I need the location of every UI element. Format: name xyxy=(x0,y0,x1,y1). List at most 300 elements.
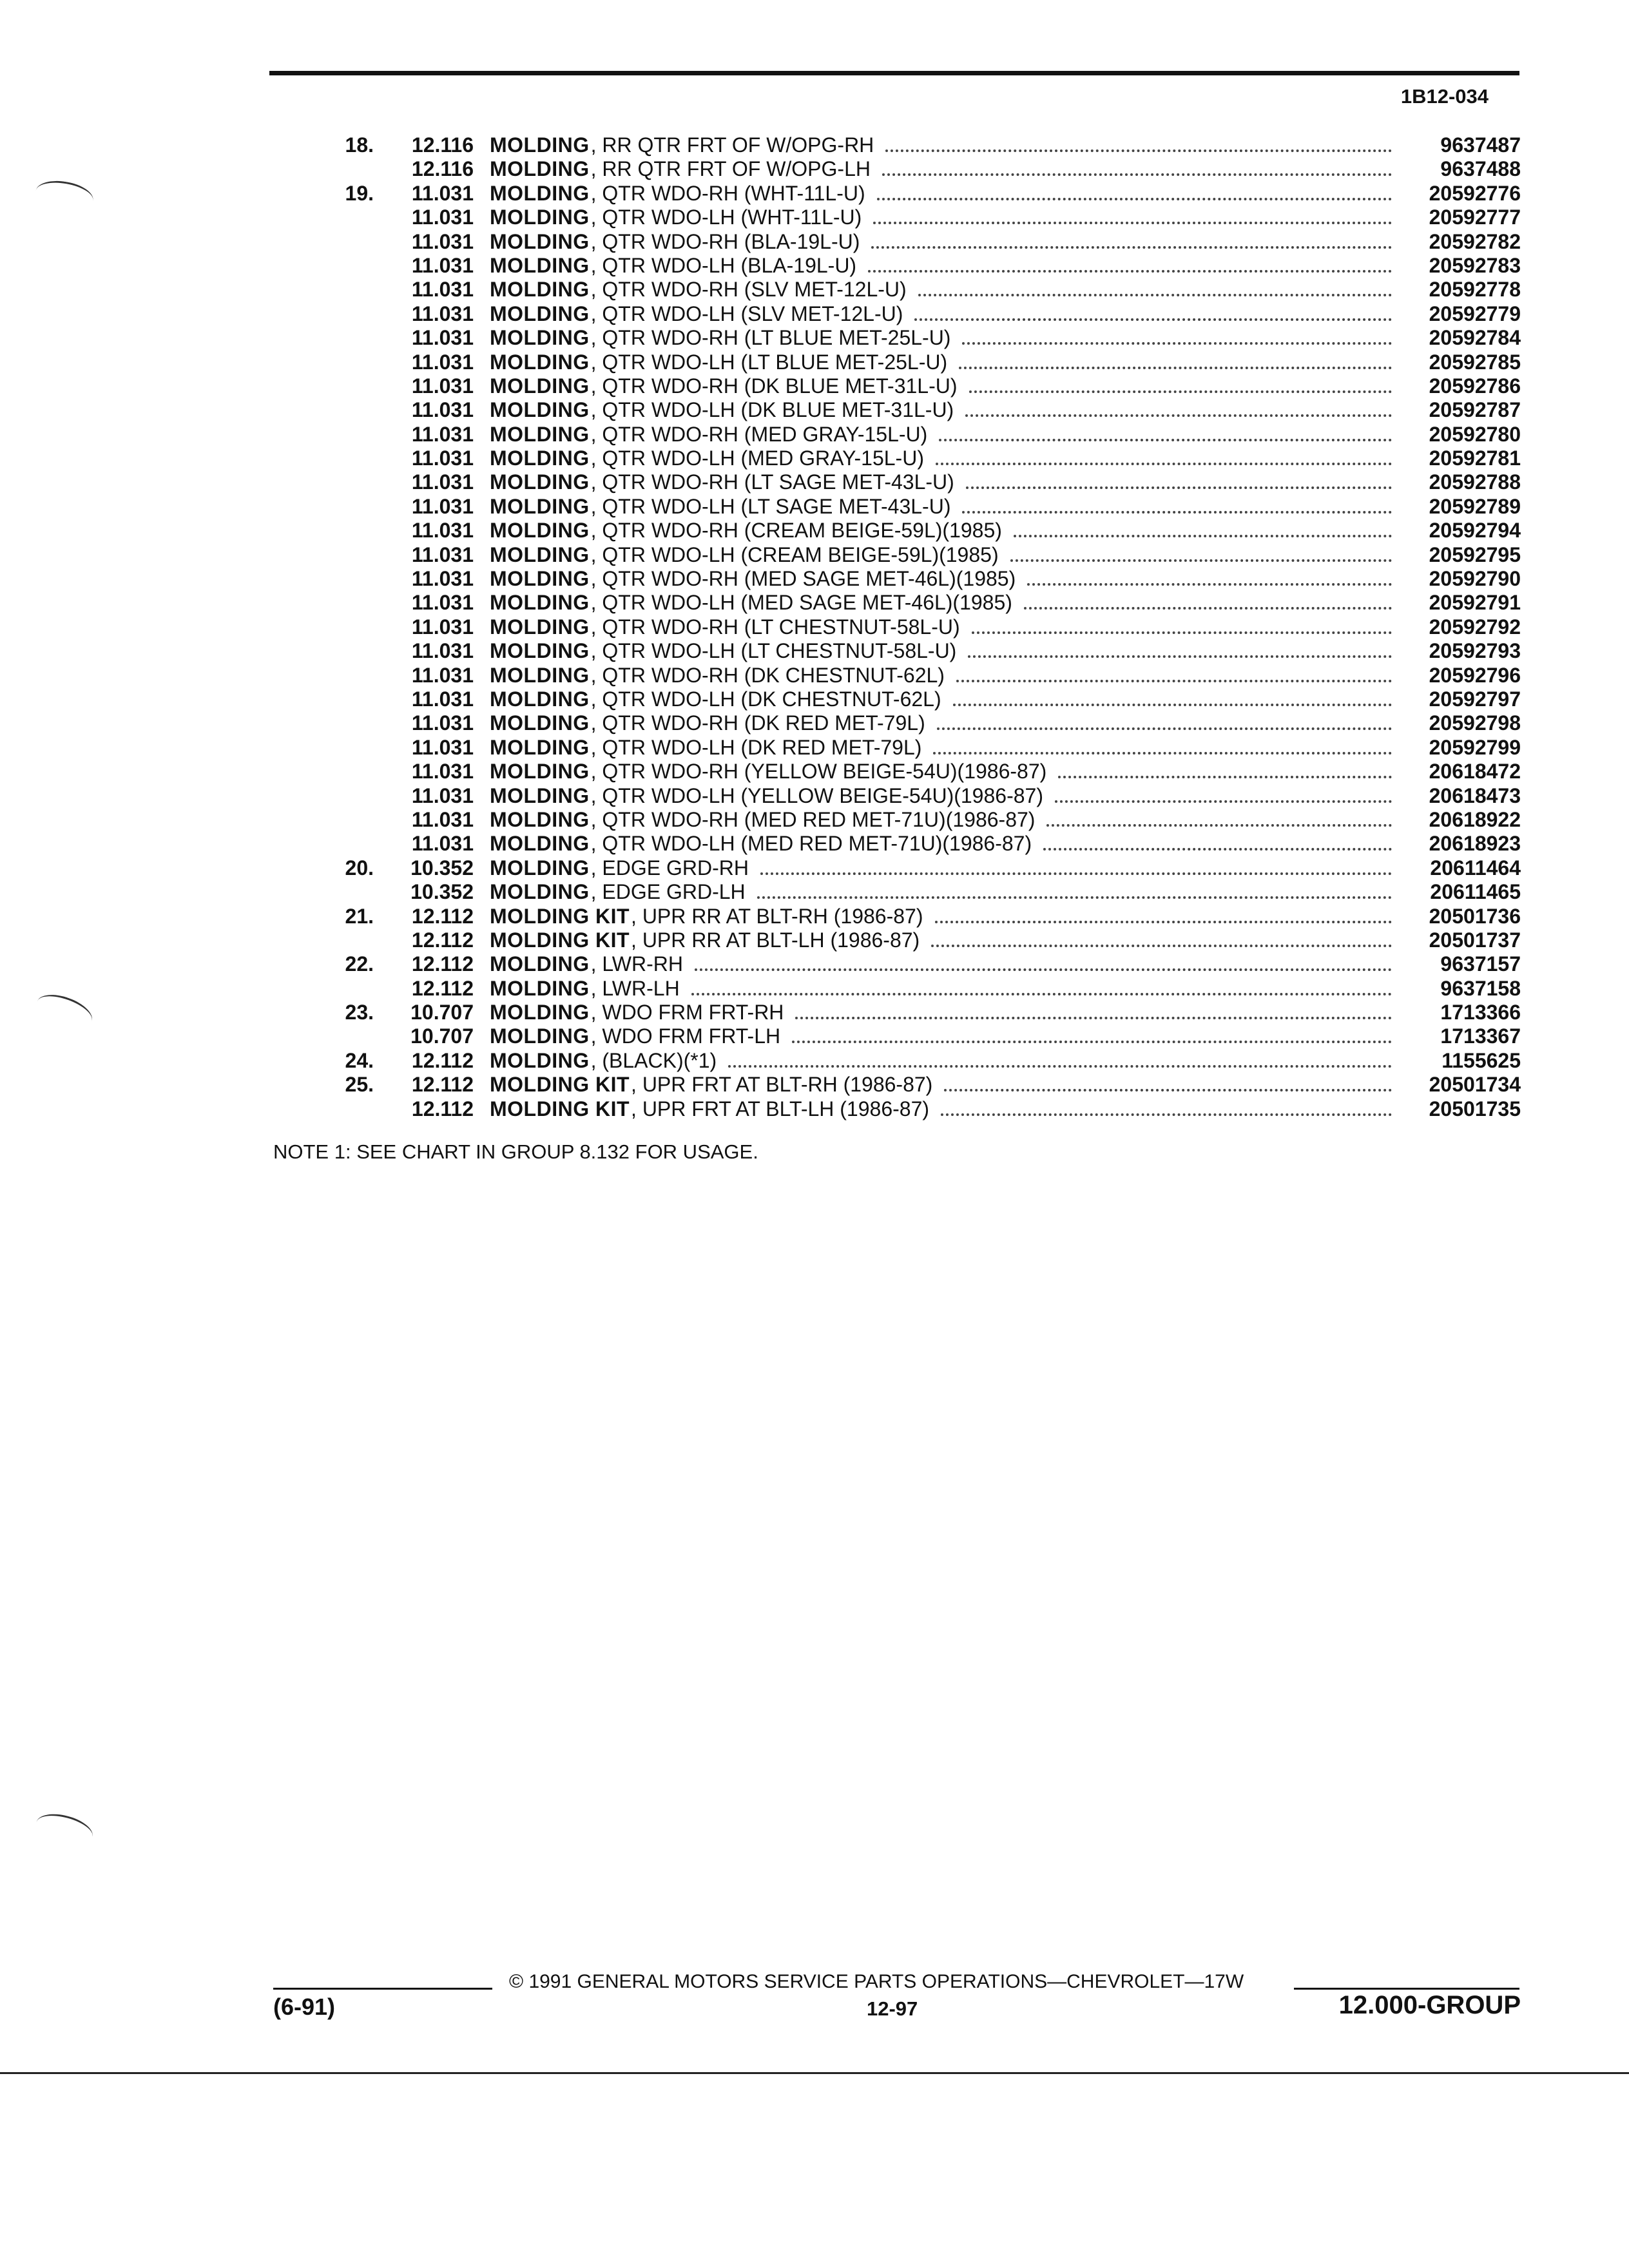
leader-dots xyxy=(1043,847,1392,850)
part-number: 9637488 xyxy=(1440,157,1521,181)
part-number: 20592791 xyxy=(1429,591,1521,615)
group-number: 11.031 xyxy=(411,447,474,470)
group-number: 11.031 xyxy=(411,735,474,759)
part-qualifier: , UPR FRT AT BLT-LH (1986-87) xyxy=(631,1097,930,1120)
part-description xyxy=(490,157,1398,182)
part-description xyxy=(490,1049,1398,1073)
part-description xyxy=(490,591,1398,615)
part-name: MOLDING xyxy=(490,302,590,325)
part-description xyxy=(490,928,1398,953)
part-row xyxy=(309,615,1521,639)
part-row xyxy=(309,519,1521,543)
part-qualifier: , RR QTR FRT OF W/OPG-LH xyxy=(590,157,871,181)
part-qualifier: , QTR WDO-LH (MED RED MET-71U)(1986-87) xyxy=(590,832,1032,856)
part-number: 20592784 xyxy=(1429,326,1521,350)
footer-group: 12.000-GROUP xyxy=(1338,1991,1521,2019)
part-number: 20592782 xyxy=(1429,229,1521,253)
part-description xyxy=(490,952,1398,977)
part-name: MOLDING KIT xyxy=(490,904,630,928)
part-qualifier: , EDGE GRD-RH xyxy=(590,856,749,879)
leader-dots xyxy=(931,944,1392,947)
part-description xyxy=(490,1097,1398,1122)
group-number: 11.031 xyxy=(411,663,474,687)
part-number: 20592793 xyxy=(1429,639,1521,663)
part-row xyxy=(309,664,1521,687)
part-name: MOLDING xyxy=(490,880,590,904)
part-description xyxy=(490,1001,1398,1025)
part-qualifier: , QTR WDO-LH (SLV MET-12L-U) xyxy=(590,302,903,325)
part-description xyxy=(490,133,1398,158)
part-name: MOLDING xyxy=(490,470,590,494)
part-qualifier: , QTR WDO-LH (LT BLUE MET-25L-U) xyxy=(590,350,948,374)
part-qualifier: , QTR WDO-RH (DK BLUE MET-31L-U) xyxy=(590,374,958,398)
group-number: 11.031 xyxy=(411,350,474,374)
leader-dots xyxy=(760,872,1392,875)
leader-dots xyxy=(1058,775,1392,778)
part-qualifier: , QTR WDO-RH (LT BLUE MET-25L-U) xyxy=(590,326,951,350)
leader-dots xyxy=(885,149,1392,152)
part-row xyxy=(309,760,1521,783)
part-name: MOLDING KIT xyxy=(490,1073,630,1097)
part-name: MOLDING xyxy=(490,206,590,229)
part-description xyxy=(490,182,1398,206)
part-name: MOLDING xyxy=(490,447,590,470)
leader-dots xyxy=(944,1088,1392,1091)
part-row xyxy=(309,687,1521,711)
part-row xyxy=(309,206,1521,229)
part-row xyxy=(309,567,1521,591)
part-row xyxy=(309,832,1521,856)
part-description xyxy=(490,760,1398,784)
part-number: 20618923 xyxy=(1429,832,1521,856)
group-number: 11.031 xyxy=(411,470,474,494)
part-name: MOLDING xyxy=(490,181,590,205)
group-number: 12.112 xyxy=(411,928,474,952)
part-name: MOLDING KIT xyxy=(490,928,630,952)
part-qualifier: , QTR WDO-LH (WHT-11L-U) xyxy=(590,206,862,229)
ref-number: 23. xyxy=(345,1001,374,1024)
part-row xyxy=(309,952,1521,976)
part-number: 20592786 xyxy=(1429,374,1521,398)
part-number: 9637487 xyxy=(1440,133,1521,157)
part-row xyxy=(309,157,1521,181)
leader-dots xyxy=(935,920,1393,923)
part-name: MOLDING xyxy=(490,350,590,374)
part-description xyxy=(490,495,1398,519)
ref-number: 19. xyxy=(345,181,374,205)
part-qualifier: , QTR WDO-RH (WHT-11L-U) xyxy=(590,181,865,205)
part-qualifier: , (BLACK)(*1) xyxy=(590,1048,717,1072)
group-number: 11.031 xyxy=(411,422,474,446)
group-number: 12.112 xyxy=(411,1048,474,1072)
leader-dots xyxy=(914,318,1392,321)
ref-number: 21. xyxy=(345,904,374,928)
part-qualifier: , QTR WDO-RH (MED GRAY-15L-U) xyxy=(590,422,928,446)
bottom-rule xyxy=(0,2072,1629,2074)
part-name: MOLDING xyxy=(490,543,590,566)
part-qualifier: , QTR WDO-LH (DK BLUE MET-31L-U) xyxy=(590,398,954,422)
part-name: MOLDING xyxy=(490,422,590,446)
part-qualifier: , UPR RR AT BLT-LH (1986-87) xyxy=(631,928,920,952)
part-description xyxy=(490,447,1398,471)
leader-dots xyxy=(933,751,1392,754)
group-number: 11.031 xyxy=(411,711,474,735)
part-description xyxy=(490,543,1398,568)
group-number: 11.031 xyxy=(411,783,474,807)
part-description xyxy=(490,254,1398,278)
ref-number: 22. xyxy=(345,952,374,976)
leader-dots xyxy=(792,1040,1392,1043)
leader-dots xyxy=(1055,800,1392,803)
part-qualifier: , QTR WDO-LH (MED SAGE MET-46L)(1985) xyxy=(590,591,1012,615)
leader-dots xyxy=(882,173,1392,176)
group-number: 11.031 xyxy=(411,639,474,663)
part-qualifier: , QTR WDO-LH (MED GRAY-15L-U) xyxy=(590,447,924,470)
part-number: 20592796 xyxy=(1429,663,1521,687)
group-number: 10.352 xyxy=(410,880,474,904)
part-name: MOLDING xyxy=(490,253,590,277)
part-row xyxy=(309,1073,1521,1097)
part-row xyxy=(309,1024,1521,1048)
group-number: 11.031 xyxy=(411,398,474,422)
part-row xyxy=(309,423,1521,447)
part-qualifier: , LWR-RH xyxy=(590,952,683,976)
part-row xyxy=(309,591,1521,615)
part-qualifier: , QTR WDO-LH (LT SAGE MET-43L-U) xyxy=(590,494,951,518)
part-row xyxy=(309,736,1521,760)
scan-mark xyxy=(34,177,95,215)
leader-dots xyxy=(918,293,1392,296)
leader-dots xyxy=(1024,606,1392,610)
part-qualifier: , UPR RR AT BLT-RH (1986-87) xyxy=(631,904,923,928)
part-row xyxy=(309,230,1521,254)
leader-dots xyxy=(936,462,1392,465)
leader-dots xyxy=(691,992,1392,995)
group-number: 12.112 xyxy=(411,1073,474,1097)
part-qualifier: , QTR WDO-LH (LT CHESTNUT-58L-U) xyxy=(590,639,957,663)
part-name: MOLDING xyxy=(490,1001,590,1024)
leader-dots xyxy=(877,197,1392,200)
part-number: 20592797 xyxy=(1429,687,1521,711)
group-number: 11.031 xyxy=(411,278,474,302)
part-qualifier: , QTR WDO-RH (YELLOW BEIGE-54U)(1986-87) xyxy=(590,760,1047,783)
leader-dots xyxy=(953,703,1392,706)
leader-dots xyxy=(795,1016,1392,1019)
part-name: MOLDING xyxy=(490,807,590,831)
part-qualifier: , QTR WDO-RH (MED RED MET-71U)(1986-87) xyxy=(590,807,1036,831)
group-number: 11.031 xyxy=(411,181,474,205)
group-number: 11.031 xyxy=(411,832,474,856)
part-name: MOLDING xyxy=(490,760,590,783)
group-number: 11.031 xyxy=(411,807,474,831)
part-number: 20592785 xyxy=(1429,350,1521,374)
part-description xyxy=(490,278,1398,302)
part-description xyxy=(490,230,1398,255)
part-number: 20611464 xyxy=(1430,856,1521,879)
part-description xyxy=(490,639,1398,664)
part-description xyxy=(490,856,1398,881)
part-name: MOLDING xyxy=(490,567,590,591)
part-name: MOLDING xyxy=(490,615,590,639)
part-number: 20592780 xyxy=(1429,422,1521,446)
part-number: 20611465 xyxy=(1430,880,1521,904)
leader-dots xyxy=(868,269,1392,273)
group-number: 11.031 xyxy=(411,326,474,350)
part-qualifier: , WDO FRM FRT-RH xyxy=(590,1001,784,1024)
part-number: 20592790 xyxy=(1429,567,1521,591)
part-name: MOLDING KIT xyxy=(490,1097,630,1120)
group-number: 11.031 xyxy=(411,543,474,566)
part-name: MOLDING xyxy=(490,663,590,687)
group-number: 10.352 xyxy=(410,856,474,879)
footer-rule-left xyxy=(273,1988,492,1990)
group-number: 12.112 xyxy=(411,904,474,928)
part-description xyxy=(490,977,1398,1001)
part-name: MOLDING xyxy=(490,832,590,856)
part-description xyxy=(490,784,1398,809)
part-description xyxy=(490,326,1398,351)
part-number: 20592787 xyxy=(1429,398,1521,422)
part-row xyxy=(309,182,1521,206)
group-number: 12.116 xyxy=(411,157,474,181)
part-description xyxy=(490,905,1398,929)
part-qualifier: , LWR-LH xyxy=(590,976,680,1000)
leader-dots xyxy=(966,486,1392,489)
part-row xyxy=(309,905,1521,928)
part-description xyxy=(490,736,1398,760)
part-name: MOLDING xyxy=(490,952,590,976)
part-row xyxy=(309,133,1521,157)
part-description xyxy=(490,567,1398,591)
part-row xyxy=(309,470,1521,494)
part-name: MOLDING xyxy=(490,687,590,711)
part-name: MOLDING xyxy=(490,157,590,181)
leader-dots xyxy=(962,510,1392,514)
footer-copyright: © 1991 GENERAL MOTORS SERVICE PARTS OPERATIONS—CHEVROLET—17W xyxy=(509,1971,1244,1992)
leader-dots xyxy=(956,679,1392,682)
group-number: 11.031 xyxy=(411,687,474,711)
part-row xyxy=(309,278,1521,302)
part-description xyxy=(490,398,1398,423)
part-number: 20592789 xyxy=(1429,494,1521,518)
group-number: 10.707 xyxy=(410,1024,474,1048)
part-description xyxy=(490,302,1398,327)
part-name: MOLDING xyxy=(490,591,590,615)
leader-dots xyxy=(939,438,1392,441)
part-description xyxy=(490,687,1398,712)
group-number: 12.116 xyxy=(411,133,474,157)
part-qualifier: , QTR WDO-RH (DK RED MET-79L) xyxy=(590,711,925,735)
scan-mark xyxy=(33,1809,96,1850)
part-number: 20501736 xyxy=(1429,904,1521,928)
part-row xyxy=(309,254,1521,278)
group-number: 12.112 xyxy=(411,976,474,1000)
leader-dots xyxy=(1010,559,1392,562)
part-row xyxy=(309,808,1521,832)
parts-list xyxy=(309,133,1521,1121)
part-name: MOLDING xyxy=(490,639,590,663)
part-row xyxy=(309,711,1521,735)
leader-dots xyxy=(959,366,1392,369)
part-row xyxy=(309,928,1521,952)
leader-dots xyxy=(1027,582,1392,586)
part-number: 20592777 xyxy=(1429,206,1521,229)
leader-dots xyxy=(965,414,1392,417)
part-number: 20592779 xyxy=(1429,302,1521,325)
part-qualifier: , QTR WDO-RH (BLA-19L-U) xyxy=(590,229,860,253)
part-row xyxy=(309,880,1521,904)
part-row xyxy=(309,495,1521,519)
part-number: 20592792 xyxy=(1429,615,1521,639)
part-name: MOLDING xyxy=(490,976,590,1000)
part-name: MOLDING xyxy=(490,278,590,302)
part-row xyxy=(309,326,1521,350)
top-rule xyxy=(269,71,1519,75)
part-qualifier: , EDGE GRD-LH xyxy=(590,880,746,904)
leader-dots xyxy=(962,341,1392,345)
part-number: 20592776 xyxy=(1429,181,1521,205)
part-qualifier: , UPR FRT AT BLT-RH (1986-87) xyxy=(631,1073,933,1097)
part-name: MOLDING xyxy=(490,1048,590,1072)
part-description xyxy=(490,423,1398,447)
part-name: MOLDING xyxy=(490,783,590,807)
part-qualifier: , QTR WDO-LH (DK CHESTNUT-62L) xyxy=(590,687,941,711)
part-name: MOLDING xyxy=(490,856,590,879)
part-number: 20592794 xyxy=(1429,519,1521,543)
part-description xyxy=(490,1024,1398,1049)
part-row xyxy=(309,302,1521,326)
part-number: 20618922 xyxy=(1429,807,1521,831)
part-number: 1713366 xyxy=(1440,1001,1521,1024)
part-number: 20592783 xyxy=(1429,253,1521,277)
part-name: MOLDING xyxy=(490,519,590,543)
leader-dots xyxy=(873,221,1392,224)
scan-mark xyxy=(32,988,96,1034)
part-description xyxy=(490,374,1398,399)
group-number: 12.112 xyxy=(411,1097,474,1120)
footer-date-code: (6-91) xyxy=(273,1994,336,2020)
group-number: 12.112 xyxy=(411,952,474,976)
part-row xyxy=(309,639,1521,663)
ref-number: 20. xyxy=(345,856,374,879)
group-number: 11.031 xyxy=(411,567,474,591)
part-qualifier: , QTR WDO-LH (YELLOW BEIGE-54U)(1986-87) xyxy=(590,783,1043,807)
leader-dots xyxy=(728,1064,1392,1068)
footer-page-number: 12-97 xyxy=(867,1997,918,2020)
part-row xyxy=(309,784,1521,808)
part-qualifier: , QTR WDO-LH (DK RED MET-79L) xyxy=(590,735,922,759)
part-qualifier: , QTR WDO-RH (MED SAGE MET-46L)(1985) xyxy=(590,567,1016,591)
usage-note: NOTE 1: SEE CHART IN GROUP 8.132 FOR USAGE. xyxy=(273,1140,758,1163)
part-name: MOLDING xyxy=(490,711,590,735)
ref-number: 24. xyxy=(345,1048,374,1072)
part-description xyxy=(490,206,1398,230)
part-row xyxy=(309,856,1521,880)
part-number: 20592778 xyxy=(1429,278,1521,302)
part-row xyxy=(309,1097,1521,1121)
leader-dots xyxy=(757,896,1392,899)
part-name: MOLDING xyxy=(490,494,590,518)
part-qualifier: , QTR WDO-RH (DK CHESTNUT-62L) xyxy=(590,663,945,687)
part-row xyxy=(309,447,1521,470)
part-qualifier: , WDO FRM FRT-LH xyxy=(590,1024,781,1048)
group-number: 11.031 xyxy=(411,206,474,229)
group-number: 10.707 xyxy=(410,1001,474,1024)
part-number: 20592788 xyxy=(1429,470,1521,494)
group-number: 11.031 xyxy=(411,615,474,639)
leader-dots xyxy=(972,631,1392,634)
part-name: MOLDING xyxy=(490,229,590,253)
part-name: MOLDING xyxy=(490,735,590,759)
part-row xyxy=(309,1001,1521,1024)
leader-dots xyxy=(871,245,1392,249)
leader-dots xyxy=(695,968,1392,971)
group-number: 11.031 xyxy=(411,519,474,543)
group-number: 11.031 xyxy=(411,302,474,325)
part-name: MOLDING xyxy=(490,133,590,157)
group-number: 11.031 xyxy=(411,229,474,253)
part-qualifier: , QTR WDO-LH (CREAM BEIGE-59L)(1985) xyxy=(590,543,999,566)
part-name: MOLDING xyxy=(490,374,590,398)
part-description xyxy=(490,711,1398,736)
leader-dots xyxy=(1046,823,1392,827)
part-number: 20592781 xyxy=(1429,447,1521,470)
part-number: 20592799 xyxy=(1429,735,1521,759)
part-name: MOLDING xyxy=(490,326,590,350)
part-description xyxy=(490,351,1398,375)
part-description xyxy=(490,1073,1398,1097)
group-number: 11.031 xyxy=(411,374,474,398)
part-row xyxy=(309,374,1521,398)
leader-dots xyxy=(968,655,1392,658)
part-description xyxy=(490,664,1398,688)
part-number: 20501735 xyxy=(1429,1097,1521,1120)
part-description xyxy=(490,808,1398,832)
part-number: 1713367 xyxy=(1440,1024,1521,1048)
part-number: 9637157 xyxy=(1440,952,1521,976)
part-number: 1155625 xyxy=(1441,1048,1521,1072)
ref-number: 25. xyxy=(345,1073,374,1097)
part-description xyxy=(490,832,1398,856)
part-number: 20501737 xyxy=(1429,928,1521,952)
part-number: 20618472 xyxy=(1429,760,1521,783)
part-description xyxy=(490,519,1398,543)
group-number: 11.031 xyxy=(411,494,474,518)
part-row xyxy=(309,1049,1521,1073)
part-name: MOLDING xyxy=(490,1024,590,1048)
part-qualifier: , QTR WDO-RH (SLV MET-12L-U) xyxy=(590,278,907,302)
part-row xyxy=(309,543,1521,567)
part-number: 20592798 xyxy=(1429,711,1521,735)
part-qualifier: , RR QTR FRT OF W/OPG-RH xyxy=(590,133,874,157)
part-qualifier: , QTR WDO-RH (LT SAGE MET-43L-U) xyxy=(590,470,954,494)
part-qualifier: , QTR WDO-LH (BLA-19L-U) xyxy=(590,253,857,277)
part-number: 20618473 xyxy=(1429,783,1521,807)
part-name: MOLDING xyxy=(490,398,590,422)
leader-dots xyxy=(1014,534,1392,537)
part-qualifier: , QTR WDO-RH (CREAM BEIGE-59L)(1985) xyxy=(590,519,1002,543)
page-code: 1B12-034 xyxy=(1400,85,1489,108)
footer-rule-right xyxy=(1294,1988,1519,1990)
group-number: 11.031 xyxy=(411,591,474,615)
leader-dots xyxy=(941,1113,1392,1116)
part-qualifier: , QTR WDO-RH (LT CHESTNUT-58L-U) xyxy=(590,615,960,639)
part-row xyxy=(309,351,1521,374)
part-number: 9637158 xyxy=(1440,976,1521,1000)
part-description xyxy=(490,470,1398,495)
part-number: 20501734 xyxy=(1429,1073,1521,1097)
ref-number: 18. xyxy=(345,133,374,157)
